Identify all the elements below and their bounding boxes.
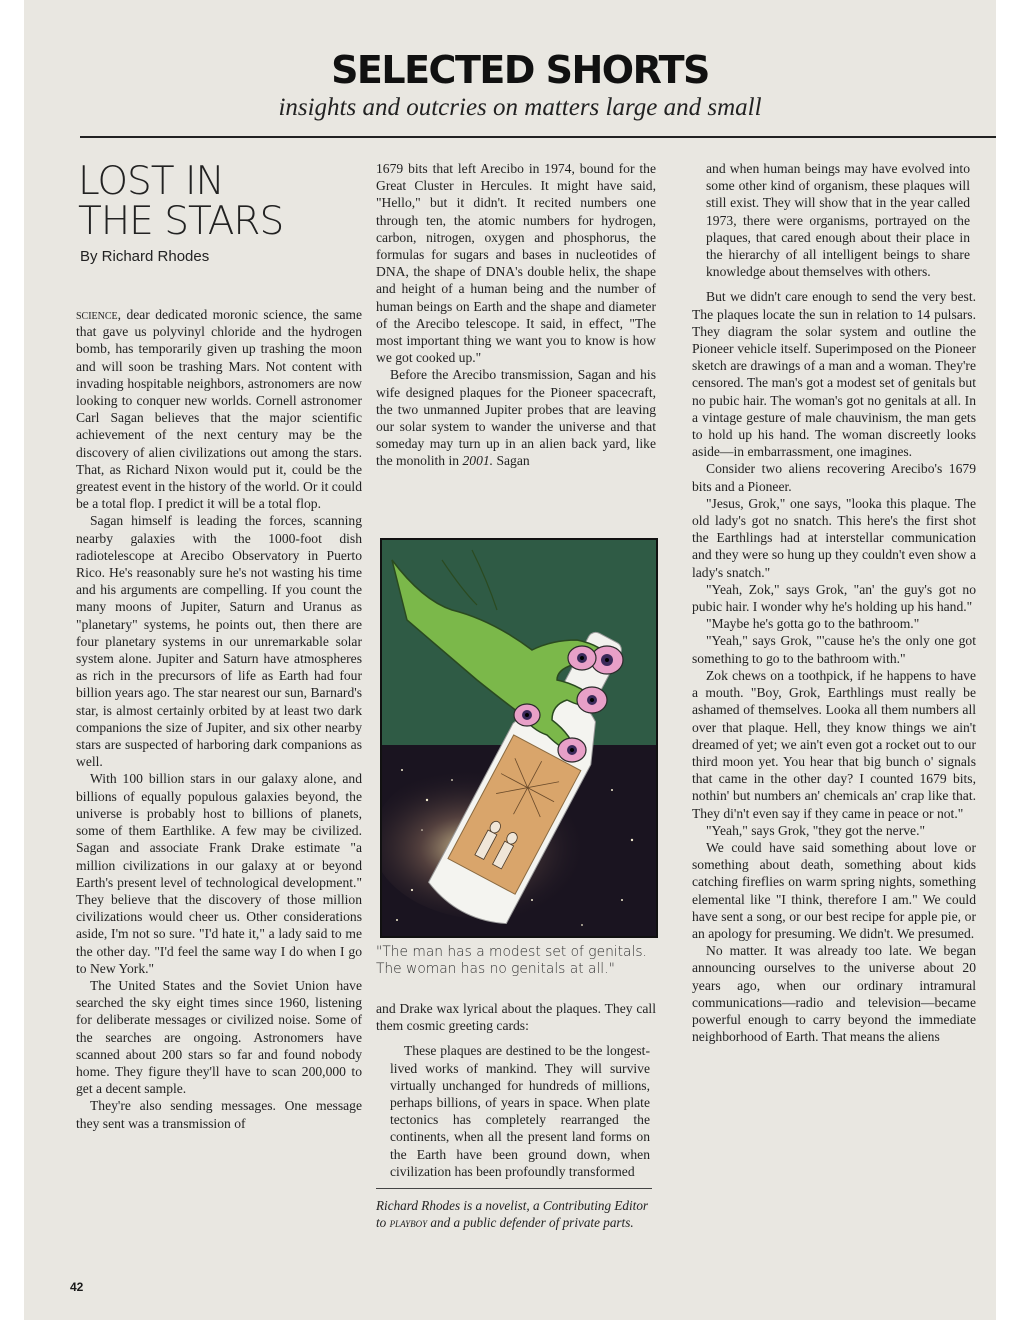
paragraph-text: dear dedicated moronic science, the same that gave us polyvinyl chloride and the hydrogen bomb, has temporarily given up trashing the moon and will soon be trashing Mars. Not content with invading hospitable neighbors, astronomers are now looking to conquer new worlds. Cornell astronomer Carl Sagan believes that the major scientific achievement of the next century may be the discovery of alien civilizations out among the stars. That, as Richard Nixon would put it, could be the greatest event in the history of the world. Or it could be a total flop. I predict it will be a total flop.: [76, 307, 362, 512]
byline: By Richard Rhodes: [80, 248, 210, 265]
paragraph: With 100 billion stars in our galaxy alone, and billions of equally populous galaxies beyond, the universe is probably host to billions of planets, some of them Earthlike. A few may be civilized. Sagan and associate Frank Drake estimate "a million civilizations in our galaxy at or beyond Earth's present level of technological development." They believe that the discovery of those million civilizations would cheer us. Other considerations aside, I'm not so sure. "I'd hate it," a lady said to me the other day. "I'd feel the same way I do when I go to New York.": [76, 771, 362, 976]
paragraph: No matter. It was already too late. We began announcing ourselves to the universe about 20 years ago, when our ordinary intramural communications—radio and television—became powerful enough to carry beyond the immediate neighborhood of Earth. That means the aliens: [692, 943, 976, 1045]
article-column-2-bottom: [376, 1000, 656, 1231]
section-header: [24, 48, 996, 122]
paragraph: The United States and the Soviet Union have searched the sky eight times since 1960, listening for deliberate messages or civilized noise. Some of the searches are ongoing. Astronomers have scanned about 200 stars so far and found nobody home. They figure they'll have to scan 200,000 to get a decent sample.: [76, 977, 362, 1097]
paragraph: "Maybe he's gotta go to the bathroom.": [706, 616, 920, 632]
paragraph: "Jesus, Grok," one says, "looka this plaque. The old lady's got no snatch. This here's the first shot the Earthlings had at interstellar communication and they were so hung up they couldn't even show a lady's snatch.": [692, 495, 976, 580]
paragraph: But we didn't care enough to send the very best. The plaques locate the sun in relation to 14 pulsars. They diagram the solar system and outline the Pioneer vehicle itself. Superimposed on the Pioneer sketch are drawings of a man and a woman. They're censored. The man's got a modest set of genitals but no pubic hair. The woman's got no genitals at all. In a vintage gesture of male chauvinism, the man gets to hold up his hand. The woman discreetly looks aside—in embarrassment, one imagines.: [692, 289, 976, 460]
block-quote: [390, 1042, 650, 1180]
film-title: 2001.: [462, 453, 494, 469]
paragraph: Zok chews on a toothpick, if he happens to have a mouth. "Boy, Grok, Earthlings must really be ashamed of themselves. Looka all them numbers all over that plaque. Hell, they know things we ain't dreamed of yet; we ain't even got a rocket out to our third moon yet. You hear that big bunch o' signals that came in the other day? I counted 1679 bits, nothin' but numbers an' chemicals an' crap like that. They di'n't even say if they came in peace or not.": [692, 667, 976, 821]
paragraph: 1679 bits that left Arecibo in 1974, bound for the Great Cluster in Hercules. It might have said, "Hello," but it didn't. It recited numbers one through ten, the atomic numbers for hydrogen, carbon, nitrogen, oxygen and phosphorus, the formulas for sugars and bases in nucleotides of DNA, the shape of DNA's double helix, the shape and height of a human being and the number of human beings on Earth and the shape and diameter of the Arecibo telescope. It said, in effect, "The most important thing we want you to know is how we got cooked up.": [376, 161, 656, 366]
author-note-rule: [376, 1188, 652, 1189]
paragraph: We could have said something about love or something about death, something about kids catching fireflies on warm spring nights, something elemental like "I think, therefore I am." We could have sent a song, or our best recipe for apple pie, or an apology for presuming. We didn't. We presumed.: [692, 839, 976, 941]
article-column-3: [692, 160, 976, 1045]
paragraph: [76, 306, 362, 512]
article-column-1: [76, 306, 362, 1132]
note-text: Richard Rhodes is a novelist, a Contributing Editor to: [376, 1198, 649, 1231]
alien-bottle-illustration: [382, 540, 656, 936]
section-title: SELECTED SHORTS: [331, 48, 709, 92]
block-quote-continued: [706, 160, 970, 280]
quote-paragraph: and when human beings may have evolved into some other kind of organism, these plaques will still exist. They will show that in the year called 1973, there were organisms, portrayed on the plaques, that cared enough about their place in the hierarchy of all intelligent beings to share knowledge about themselves with others.: [706, 161, 970, 280]
paragraph: They're also sending messages. One message they sent was a transmission of: [76, 1098, 362, 1131]
quote-paragraph: These plaques are destined to be the longest-lived works of mankind. They will survive virtually unchanged for hundreds of millions, perhaps billions, of years in space. When plate tectonics has completely rearranged the continents, when all the present land forms on the Earth have been ground down, when civilization has been profoundly transformed: [390, 1043, 650, 1179]
article-title: [78, 159, 338, 244]
magazine-name: playboy: [389, 1215, 428, 1231]
article-title-line1: LOST IN: [78, 159, 224, 204]
author-note: [376, 1197, 656, 1231]
illustration: [380, 538, 658, 938]
lead-small-caps: science,: [76, 307, 122, 322]
note-text: and a public defender of private parts.: [427, 1215, 634, 1231]
magazine-page: [24, 0, 996, 1320]
paragraph-text: Before the Arecibo transmission, Sagan and his wife designed plaques for the Pioneer spacecraft, the two unmanned Jupiter probes that are leaving our solar system to wander the universe and that someday may turn up in an alien back yard, like the monolith in: [376, 367, 656, 469]
paragraph: [376, 366, 656, 469]
paragraph: "Yeah, Zok," says Grok, "an' the guy's got no pubic hair. I wonder why he's holding up his hand.": [692, 581, 976, 615]
paragraph: Consider two aliens recovering Arecibo's 1679 bits and a Pioneer.: [692, 461, 976, 494]
article-title-line2: THE STARS: [78, 199, 284, 244]
header-rule: [80, 136, 996, 138]
illustration-caption: "The man has a modest set of genitals. The woman has no genitals at all.": [376, 944, 647, 977]
paragraph: "Yeah," says Grok, "they got the nerve.": [706, 822, 926, 838]
article-column-2-top: [376, 160, 656, 470]
section-subtitle: insights and outcries on matters large and small: [278, 94, 762, 121]
paragraph: and Drake wax lyrical about the plaques. They call them cosmic greeting cards:: [376, 1001, 656, 1034]
paragraph: "Yeah," says Grok, "'cause he's the only one got something to go to the bathroom with.": [692, 633, 976, 666]
paragraph: Sagan himself is leading the forces, scanning nearby galaxies with the 1000-foot dish radiotelescope at Arecibo Observatory in Puerto Rico. He's reasonably sure he's not wasting his time and his arguments are compelling. If you count the many moons of Jupiter, Saturn and Uranus as "planetary" systems, he points out, then there are four planetary systems in our unremarkable solar system alone. Jupiter and Saturn have atmospheres as rich in the precursors of life as Earth had four billion years ago. The star nearest our sun, Barnard's star, is almost certainly orbited by at least two dark companions the size of Jupiter, and six other nearby stars are suspected of harboring dark companions as well.: [76, 513, 362, 770]
page-number: 42: [70, 1280, 84, 1294]
paragraph-text: Sagan: [493, 453, 530, 469]
